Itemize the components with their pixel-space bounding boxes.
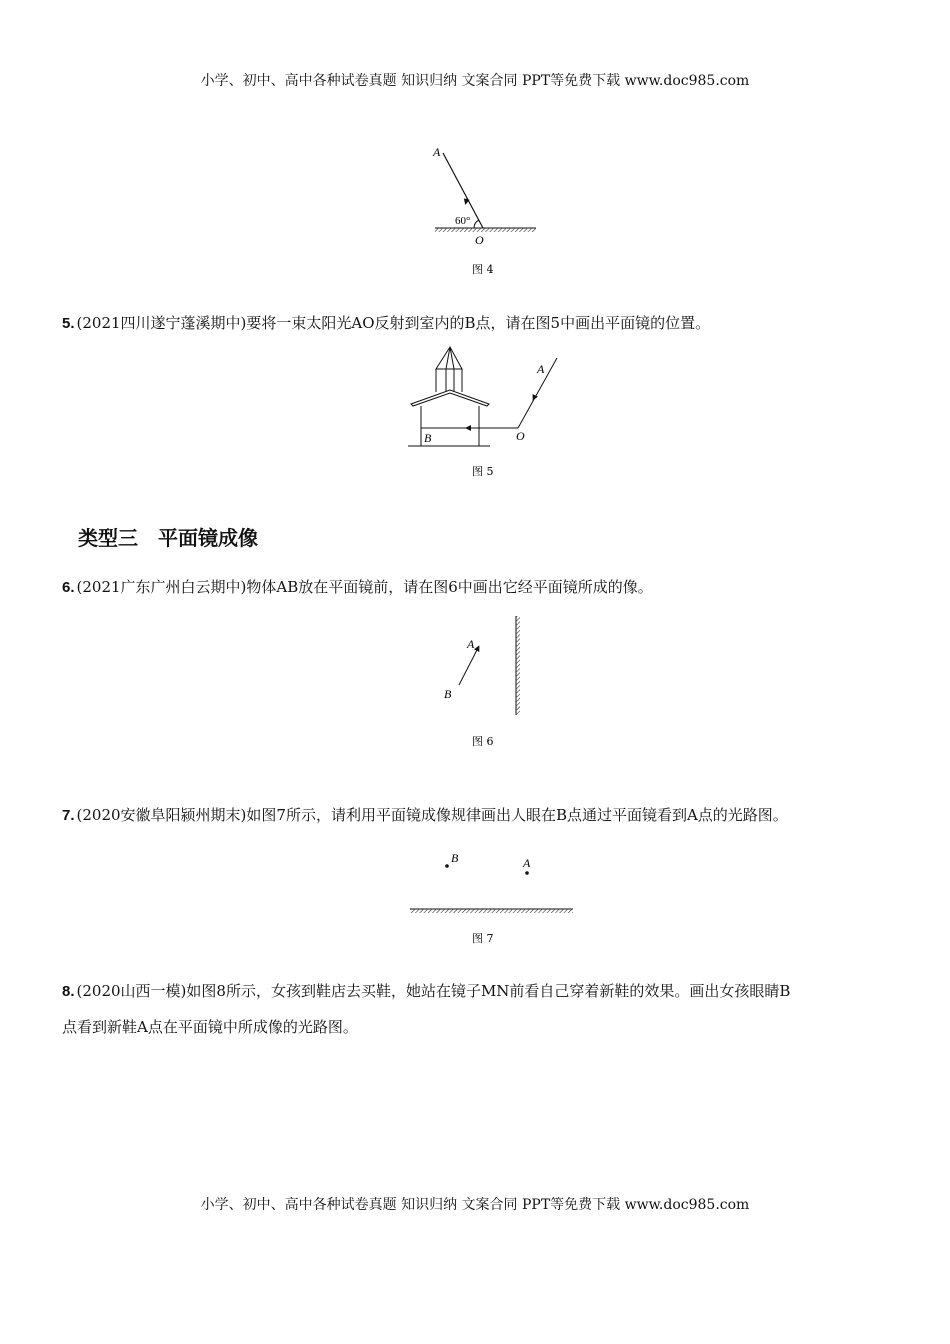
figure-5: [408, 347, 557, 478]
label-b: B: [444, 687, 452, 701]
label-o: O: [516, 429, 525, 443]
figure-caption: 图 6: [472, 735, 494, 748]
label-a: A: [433, 145, 441, 159]
question-7: 7. (2020安徽阜阳颍州期末)如图7所示，请利用平面镜成像规律画出人眼在B点通过平面镜看到A点的光路图。: [62, 806, 788, 824]
label-b: B: [424, 431, 432, 445]
figure-caption: 图 5: [472, 465, 494, 478]
figure-caption: 图 7: [472, 932, 494, 945]
angle-label: 60°: [455, 215, 471, 227]
label-o: O: [475, 233, 484, 247]
label-b: B: [451, 851, 459, 865]
question-8-cont: 点看到新鞋A点在平面镜中所成像的光路图。: [62, 1018, 358, 1036]
question-5: 5. (2021四川遂宁蓬溪期中)要将一束太阳光AO反射到室内的B点，请在图5中画出平面镜的位置。: [62, 314, 711, 332]
section-heading: 类型三 平面镜成像: [78, 526, 258, 550]
figure-caption: 图 4: [472, 263, 494, 276]
label-a: A: [523, 856, 531, 870]
page-footer: 小学、初中、高中各种试卷真题 知识归纳 文案合同 PPT等免费下载 www.doc985.com: [200, 1197, 750, 1213]
question-6: 6. (2021广东广州白云期中)物体AB放在平面镜前，请在图6中画出它经平面镜所成的像。: [62, 578, 653, 596]
label-a: A: [467, 637, 475, 651]
figure-6: [444, 616, 520, 748]
label-a: A: [537, 362, 545, 376]
page-header: 小学、初中、高中各种试卷真题 知识归纳 文案合同 PPT等免费下载 www.doc985.com: [200, 73, 750, 89]
question-8: 8. (2020山西一模)如图8所示，女孩到鞋店去买鞋，她站在镜子MN前看自己穿着新鞋的效果。画出女孩眼睛B: [62, 982, 791, 1000]
figure-7: [410, 851, 573, 945]
